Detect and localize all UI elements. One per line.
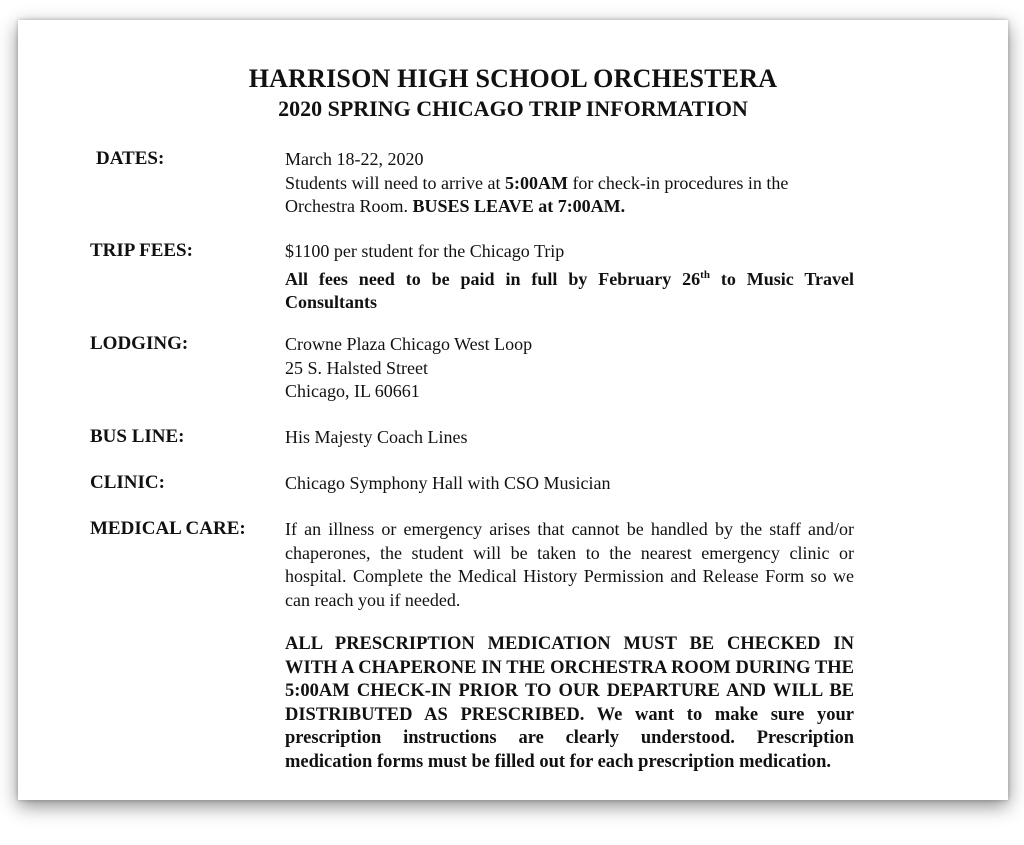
deadline-prefix: All fees need to be paid in full by February 26 (285, 268, 701, 289)
bus-line-value: His Majesty Coach Lines (285, 427, 468, 447)
bus-line-label: BUS LINE: (90, 426, 185, 447)
arrive-prefix: Students will need to arrive at (285, 172, 505, 193)
clinic-value: Chicago Symphony Hall with CSO Musician (285, 473, 611, 493)
deadline-superscript: th (700, 268, 710, 281)
lodging-street: 25 S. Halsted Street (285, 357, 428, 378)
document-subtitle: 2020 SPRING CHICAGO TRIP INFORMATION (278, 96, 748, 121)
dates-range: March 18-22, 2020 (285, 149, 424, 169)
clinic-label: CLINIC: (90, 472, 165, 493)
deadline-suffix: to Music Travel Consultants (285, 268, 854, 312)
arrive-suffix: for check-in procedures in the Orchestra Room. (285, 172, 789, 216)
trip-fee-deadline (285, 264, 854, 315)
medical-care-content (285, 518, 854, 774)
document-title: HARRISON HIGH SCHOOL ORCHESTERA (248, 64, 778, 93)
trip-fees-content (285, 240, 854, 315)
document-page (18, 20, 1008, 800)
trip-fees-label: TRIP FEES: (90, 240, 193, 261)
arrive-time: 5:00AM (504, 172, 568, 193)
lodging-content (285, 333, 854, 404)
dates-arrival-info (285, 172, 854, 219)
prescription-caps: ALL PRESCRIPTION MEDICATION MUST BE CHECKED IN WITH A CHAPERONE IN THE ORCHESTRA ROOM DURING THE 5:00AM CHECK-IN PRIOR TO OUR DEPARTURE AND WILL BE DISTRIBUTED AS PRESCRIBED. (285, 634, 854, 725)
buses-leave: BUSES LEAVE at 7:00AM. (412, 196, 626, 216)
prescription-tail: We want to make sure your prescription instructions are clearly understood. Prescription medication forms must be filled out for each prescription medication. (285, 704, 854, 772)
dates-label: DATES: (96, 148, 165, 169)
medical-care-label: MEDICAL CARE: (90, 518, 246, 539)
lodging-label: LODGING: (90, 333, 189, 354)
prescription-notice (285, 633, 854, 774)
trip-fee-amount: $1100 per student for the Chicago Trip (285, 241, 565, 261)
lodging-hotel: Crowne Plaza Chicago West Loop (285, 334, 533, 354)
medical-care-paragraph: If an illness or emergency arises that cannot be handled by the staff and/or chaperones, the student will be taken to the nearest emergency clinic or hospital. Complete the Medical History Permission and Release Form so we can reach you if needed. (285, 519, 854, 610)
lodging-city: Chicago, IL 60661 (285, 381, 420, 401)
dates-content (285, 148, 854, 219)
